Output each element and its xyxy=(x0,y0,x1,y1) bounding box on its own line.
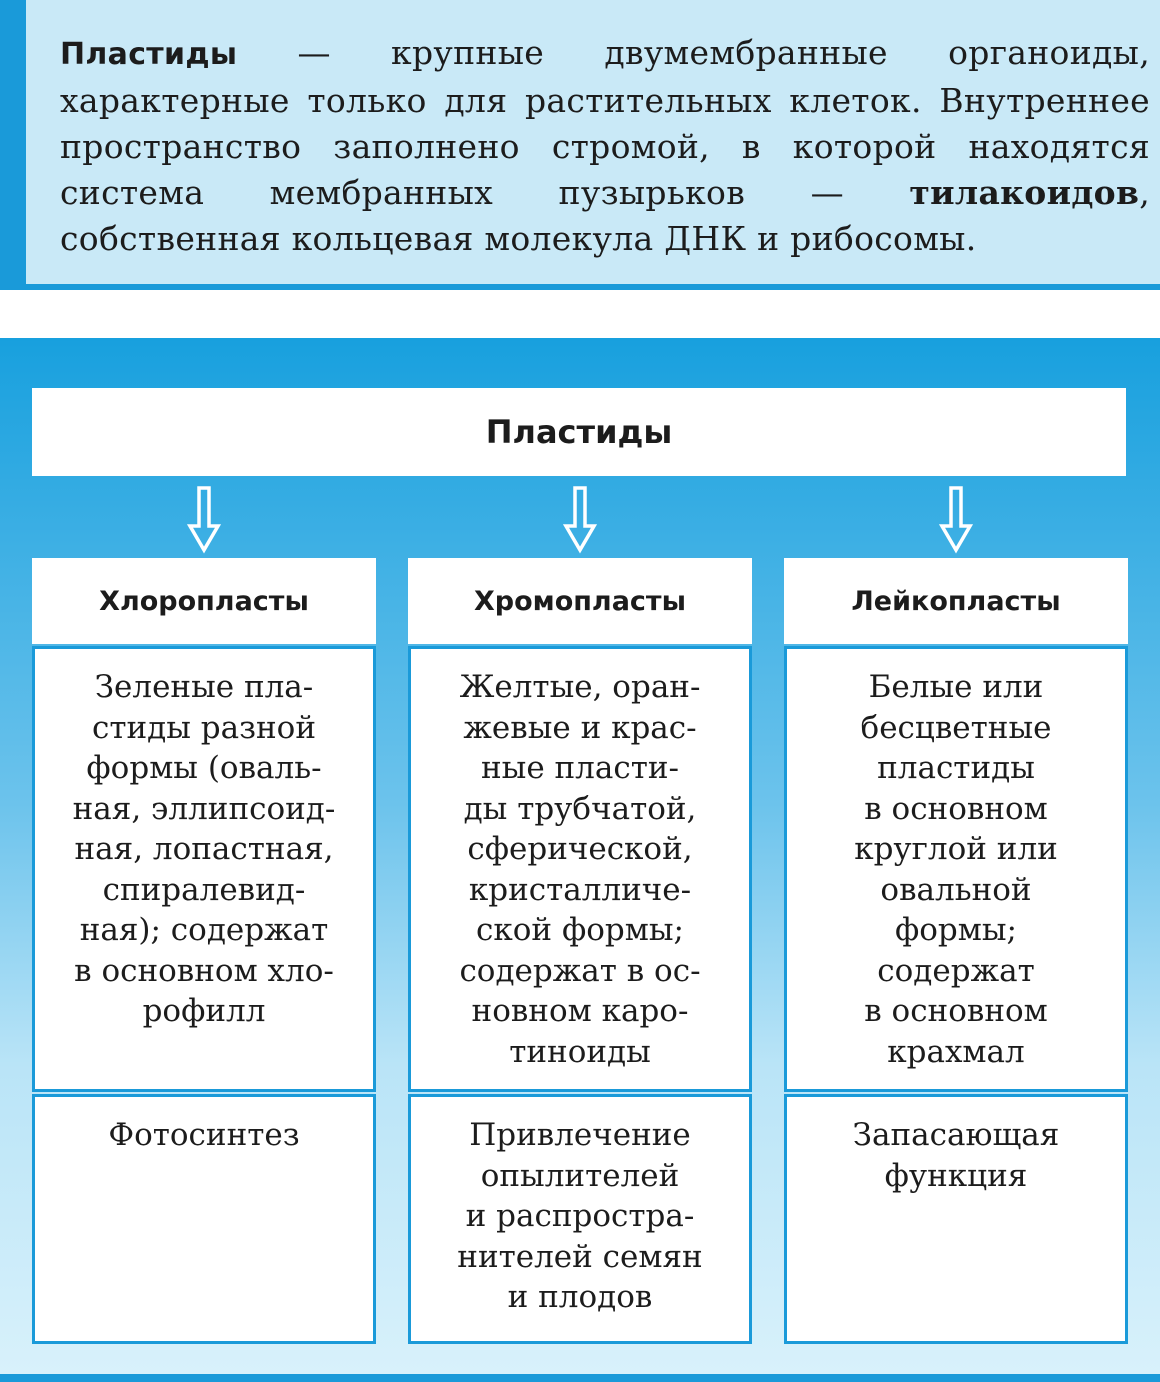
column-header xyxy=(408,558,752,644)
definition-term: Пластиды xyxy=(60,37,238,72)
column-chloroplasts xyxy=(32,558,376,1344)
column-header xyxy=(784,558,1128,644)
definition-part-2: , собственная кольцевая молекула ДНК и рибосомы. xyxy=(60,173,1150,258)
column-function: Привлечение опылителей и распростра- нителей семян и плодов xyxy=(457,1117,703,1315)
column-header xyxy=(32,558,376,644)
column-title: Хлоропласты xyxy=(99,585,309,617)
root-node xyxy=(32,388,1126,476)
down-arrow-icon xyxy=(939,486,973,554)
column-function: Фотосинтез xyxy=(108,1117,300,1153)
down-arrow-icon xyxy=(563,486,597,554)
column-description-cell xyxy=(408,646,752,1092)
definition-text xyxy=(60,30,1150,262)
down-arrow-icon xyxy=(187,486,221,554)
column-description-cell xyxy=(784,646,1128,1092)
definition-panel xyxy=(0,0,1160,290)
column-function-cell xyxy=(408,1094,752,1344)
definition-term-thylakoids: тилакоидов xyxy=(909,173,1140,212)
plastids-diagram xyxy=(0,338,1160,1382)
column-description: Зеленые пла- стиды разной формы (оваль- ная, эллипсоид- ная, лопастная, спиралевид- ная); содержат в основном хло- рофилл xyxy=(72,669,336,1029)
column-chromoplasts xyxy=(408,558,752,1344)
column-title: Хромопласты xyxy=(473,585,687,617)
column-function-cell xyxy=(784,1094,1128,1344)
column-title: Лейкопласты xyxy=(851,585,1061,617)
column-function: Запасающая функция xyxy=(852,1117,1060,1194)
column-description-cell xyxy=(32,646,376,1092)
root-node-label: Пластиды xyxy=(485,413,673,451)
definition-part-1: — крупные двумембранные органоиды, характерные только для растительных клеток. Внутреннее пространство заполнено стромой, в которой находятся система мембранных пузырьков — xyxy=(60,33,1150,212)
column-function-cell xyxy=(32,1094,376,1344)
column-description: Желтые, оран- жевые и крас- ные пласти- ды трубчатой, сферической, кристалличе- ской формы; содержат в ос- новном каро- тиноиды xyxy=(459,669,701,1070)
column-leucoplasts xyxy=(784,558,1128,1344)
column-description: Белые или бесцветные пластиды в основном круглой или овальной формы; содержат в основном крахмал xyxy=(854,669,1058,1070)
